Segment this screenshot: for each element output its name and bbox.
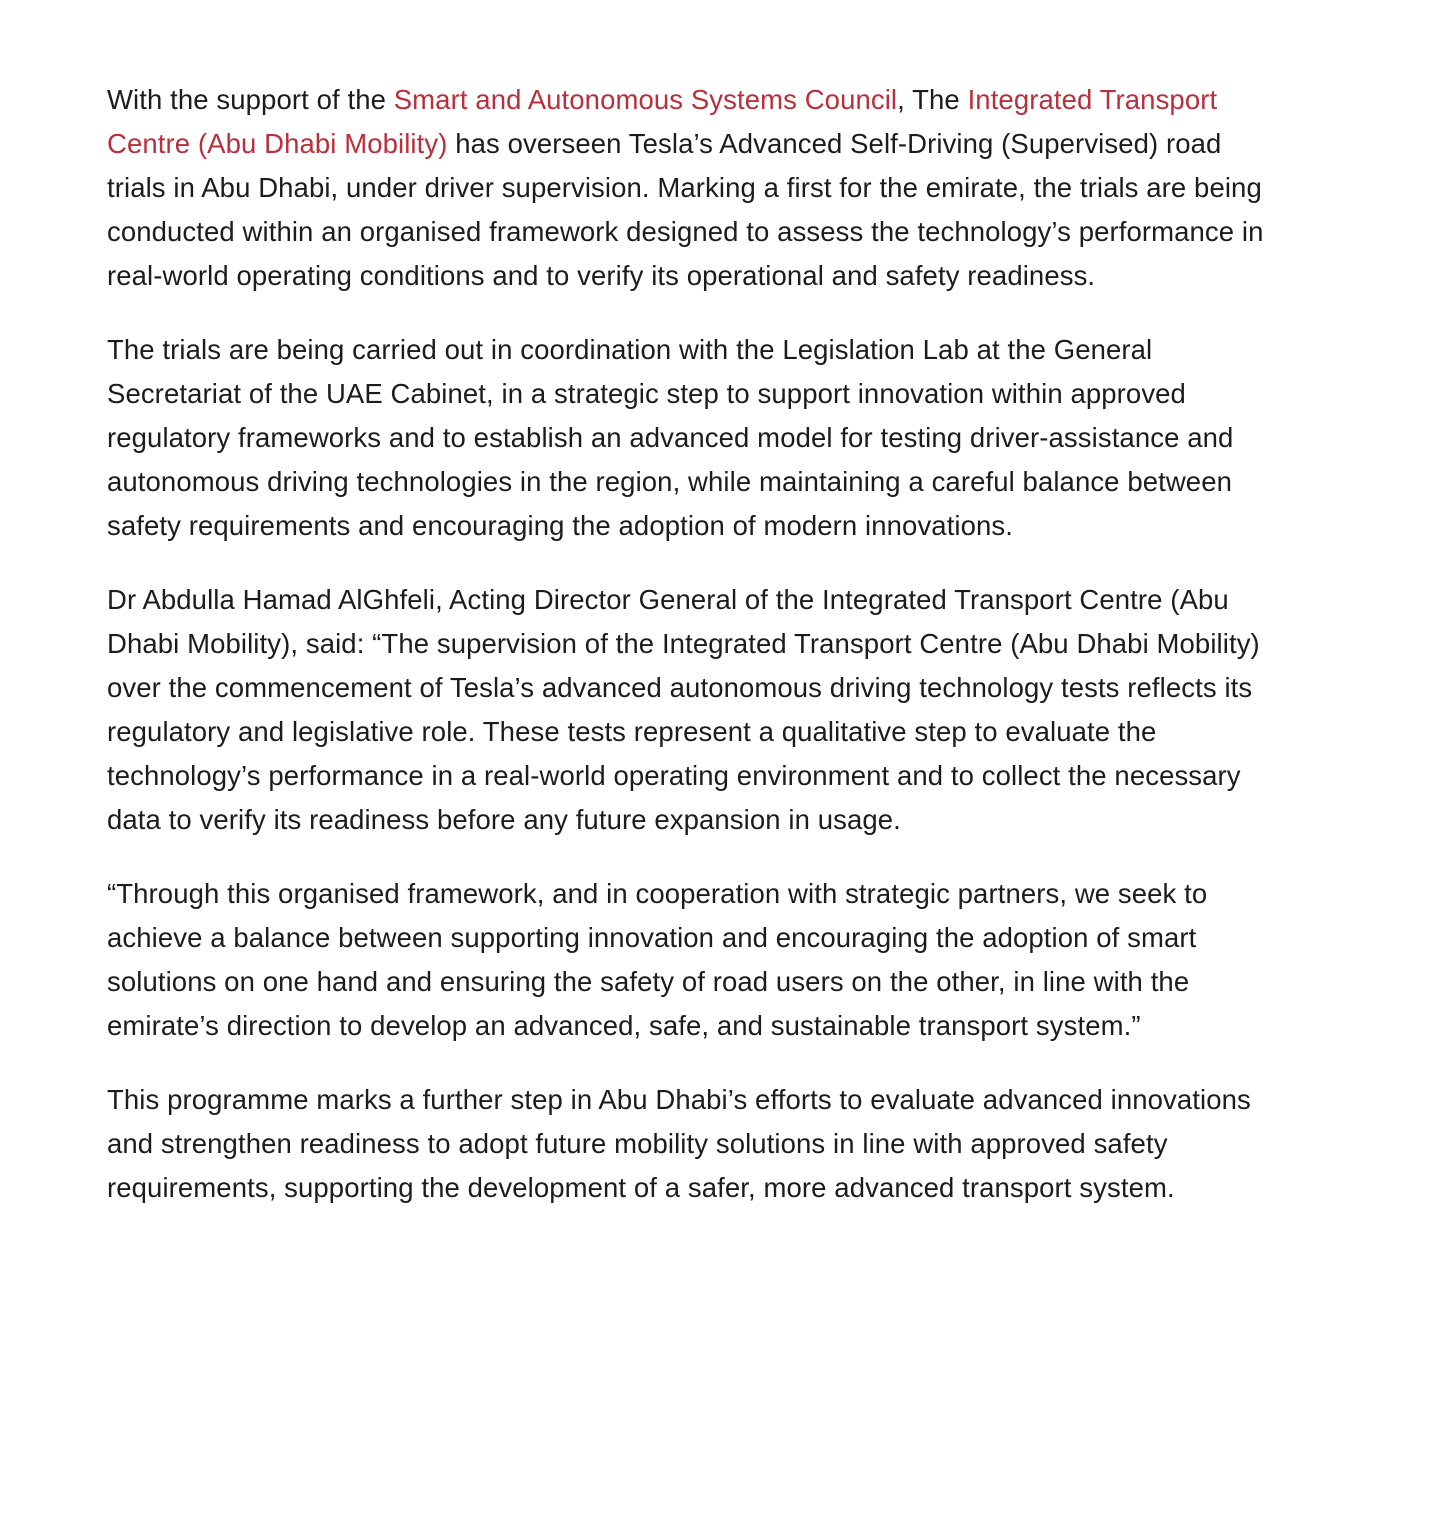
link-smart-autonomous-systems-council[interactable]: Smart and Autonomous Systems Council bbox=[393, 84, 898, 115]
paragraph-coordination: The trials are being carried out in coordination with the Legislation Lab at the General Secretariat of the UAE Cabinet, in a strategic step to support innovation within approved regulatory frameworks and to establish an advanced model for testing driver-assistance and autonomous driving technologies in the region, while maintaining a careful balance between safety requirements and encouraging the adoption of modern innovations. bbox=[107, 334, 1234, 541]
paragraph-programme: This programme marks a further step in Abu Dhabi’s efforts to evaluate advanced innovations and strengthen readiness to adopt future mobility solutions in line with approved safety requirements, supporting the development of a safer, more advanced transport system. bbox=[107, 1084, 1251, 1203]
paragraph-quote-continued: “Through this organised framework, and in cooperation with strategic partners, we seek to achieve a balance between supporting innovation and encouraging the adoption of smart solutions on one hand and ensuring the safety of road users on the other, in line with the emirate’s direction to develop an advanced, safe, and sustainable transport system.” bbox=[107, 878, 1208, 1041]
intro-text-start: With the support of the bbox=[107, 84, 394, 115]
intro-text-end: has overseen Tesla’s Advanced Self-Driving (Supervised) road trials in Abu Dhabi, under driver supervision. Marking a first for the emirate, the trials are being conducted within an organised framework designed to assess the technology’s performance in real-world operating conditions and to verify its operational and safety readiness. bbox=[107, 128, 1264, 291]
article-body bbox=[107, 78, 1267, 1240]
paragraph-director-quote: Dr Abdulla Hamad AlGhfeli, Acting Director General of the Integrated Transport Centre (Abu Dhabi Mobility), said: “The supervision of the Integrated Transport Centre (Abu Dhabi Mobility) over the commencement of Tesla’s advanced autonomous driving technology tests reflects its regulatory and legislative role. These tests represent a qualitative step to evaluate the technology’s performance in a real-world operating environment and to collect the necessary data to verify its readiness before any future expansion in usage. bbox=[107, 584, 1260, 835]
paragraph-intro bbox=[107, 78, 1267, 298]
link-integrated-transport-centre[interactable]: Integrated Transport Centre (Abu Dhabi Mobility) bbox=[107, 84, 1218, 159]
intro-text-mid: , The bbox=[897, 84, 968, 115]
